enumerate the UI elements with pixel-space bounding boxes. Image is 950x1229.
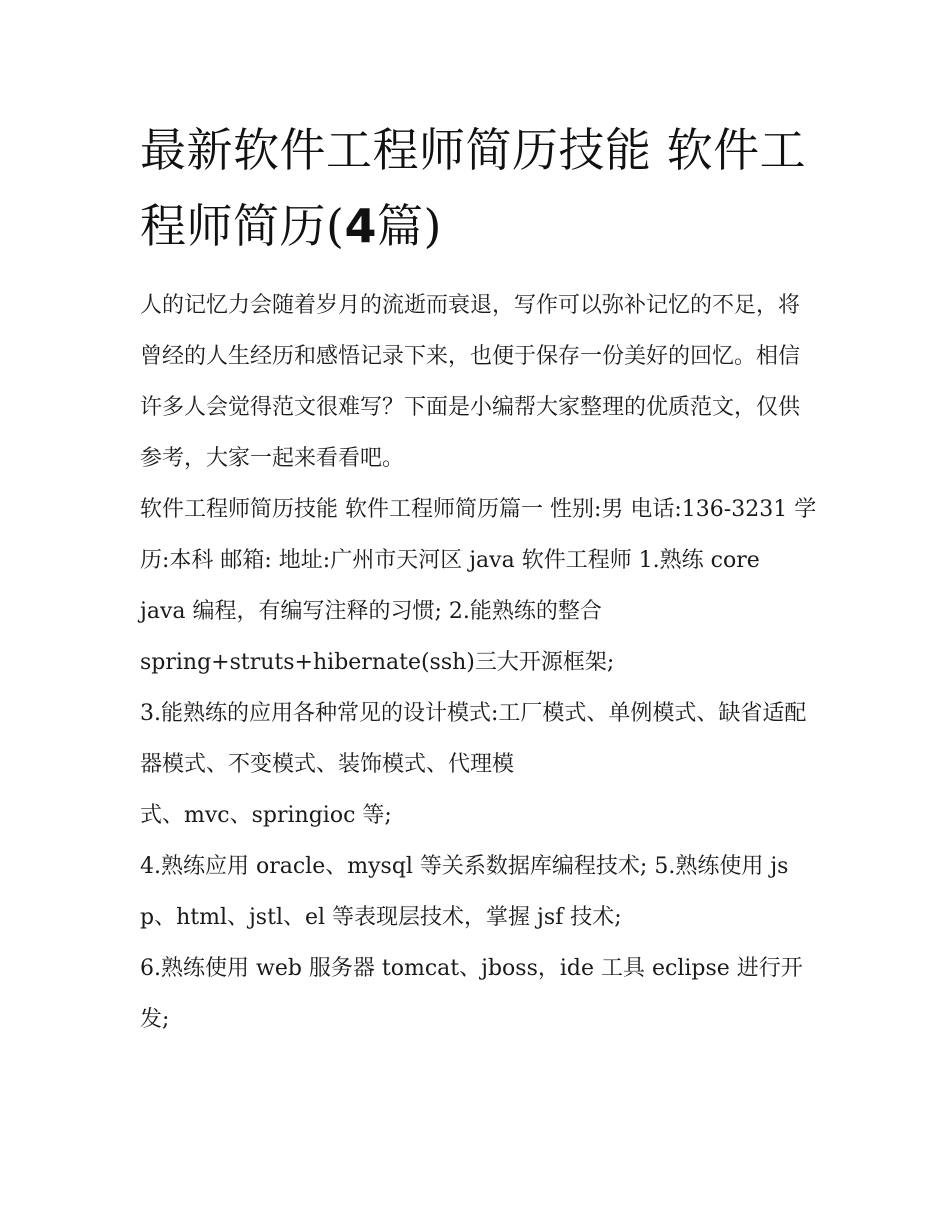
title-text-2: 篇): [376, 199, 442, 253]
skill-design-patterns: 3.能熟练的应用各种常见的设计模式:工厂模式、单例模式、缺省适配器模式、不变模式、装饰模式、代理模: [140, 701, 807, 777]
skill-java: java 编程，有编写注释的习惯; 2.能熟练的整合: [140, 599, 602, 624]
title-number: 4: [344, 199, 377, 253]
skill-servers-tools: 6.熟练使用 web 服务器 tomcat、jboss，ide 工具 eclipse 进行开发;: [140, 956, 803, 1032]
intro-paragraph: 人的记忆力会随着岁月的流逝而衰退，写作可以弥补记忆的不足，将曾经的人生经历和感悟记录下来，也便于保存一份美好的回忆。相信许多人会觉得范文很难写？下面是小编帮大家整理的优质范文，仅供参考，大家一起来看看吧。: [140, 293, 801, 471]
skill-database-frontend: 4.熟练应用 oracle、mysql 等关系数据库编程技术; 5.熟练使用 jsp、html、jstl、el 等表现层技术，掌握 jsf 技术;: [140, 854, 789, 930]
title-text-1: 最新软件工程师简历技能 软件工程师简历(: [140, 123, 807, 253]
skill-frameworks: spring+struts+hibernate(ssh)三大开源框架;: [140, 650, 615, 675]
resume-basic-info: 软件工程师简历技能 软件工程师简历篇一 性别:男 电话:136-3231 学历:本科 邮箱: 地址:广州市天河区 java 软件工程师 1.熟练 core: [140, 497, 817, 573]
document-page: [140, 112, 820, 1045]
skill-design-patterns-cont: 式、mvc、springioc 等;: [140, 803, 392, 828]
document-title: [140, 112, 820, 264]
